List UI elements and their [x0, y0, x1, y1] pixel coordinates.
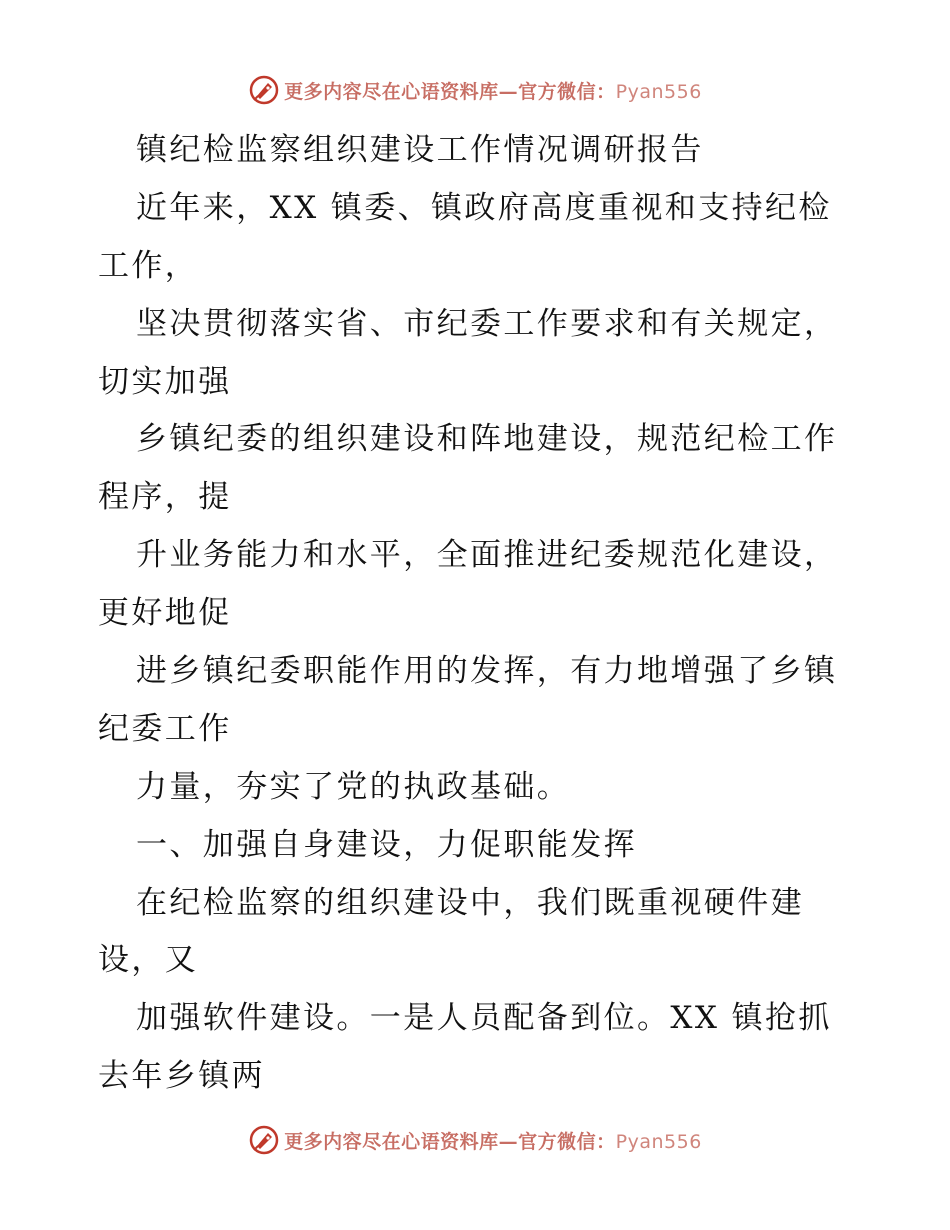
text-line: 坚决贯彻落实省、市纪委工作要求和有关规定， — [136, 305, 838, 342]
pen-nib-icon — [248, 1124, 280, 1156]
text-line: 在纪检监察的组织建设中，我们既重视硬件建 — [136, 884, 804, 921]
text-line: 工作， — [98, 247, 199, 284]
document-body — [98, 122, 858, 1106]
section-heading: 一、加强自身建设，力促职能发挥 — [136, 826, 637, 863]
watermark-text: 更多内容尽在心语资料库—官方微信：Pyan556 — [284, 1130, 702, 1153]
text-line: 纪委工作 — [98, 710, 232, 747]
text-line: 设，又 — [98, 942, 199, 979]
watermark-text: 更多内容尽在心语资料库—官方微信：Pyan556 — [284, 80, 702, 103]
footer-watermark — [0, 1120, 950, 1160]
text-line: 去年乡镇两 — [98, 1058, 265, 1095]
text-line: 乡镇纪委的组织建设和阵地建设，规范纪检工作 — [136, 421, 838, 458]
text-line: 近年来，XX 镇委、镇政府高度重视和支持纪检 — [136, 189, 832, 226]
text-line: 加强软件建设。一是人员配备到位。XX 镇抢抓 — [136, 1000, 832, 1037]
text-line: 切实加强 — [98, 363, 232, 400]
text-line: 进乡镇纪委职能作用的发挥，有力地增强了乡镇 — [136, 653, 838, 690]
header-watermark — [0, 70, 950, 110]
text-line: 更好地促 — [98, 595, 232, 632]
text-line: 升业务能力和水平，全面推进纪委规范化建设， — [136, 537, 838, 574]
text-line: 力量，夯实了党的执政基础。 — [136, 768, 571, 805]
pen-nib-icon — [248, 74, 280, 106]
text-line: 程序，提 — [98, 479, 232, 516]
document-title: 镇纪检监察组织建设工作情况调研报告 — [136, 132, 704, 168]
